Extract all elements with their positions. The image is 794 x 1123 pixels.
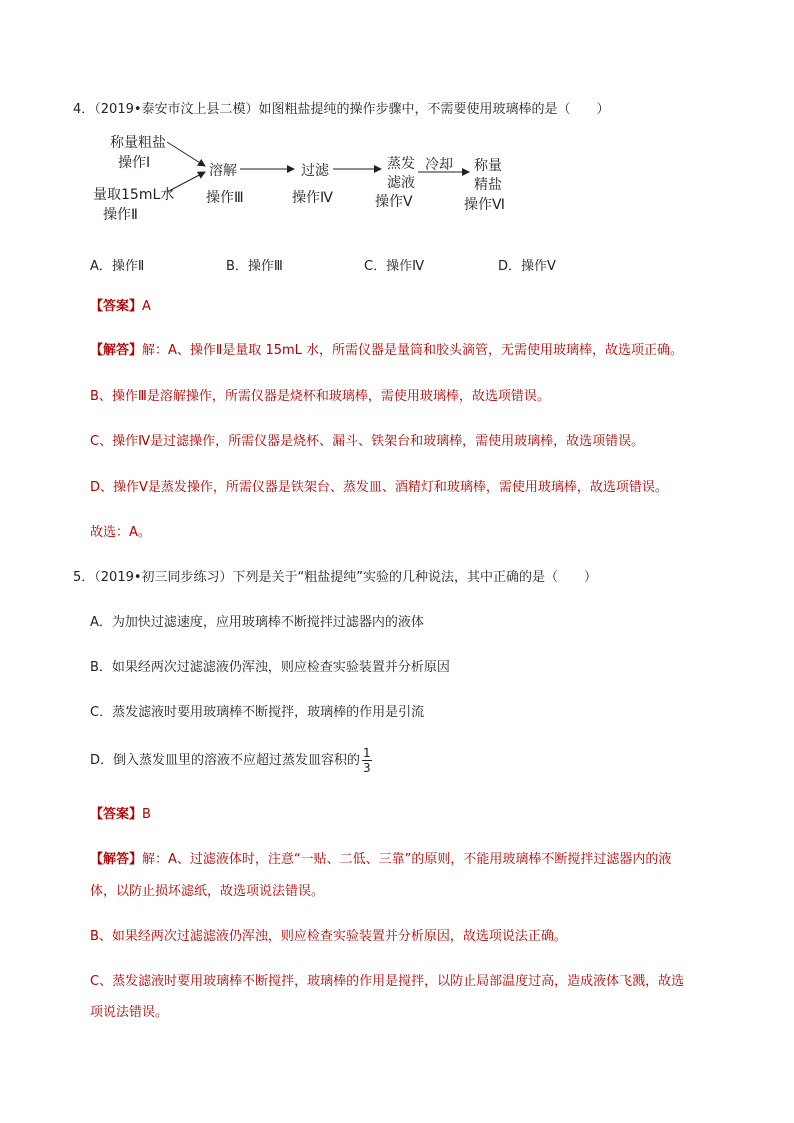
q5-analysis-label: 【解答】 <box>90 852 143 867</box>
fraction-numerator: 1 <box>363 746 371 760</box>
q5-answer <box>90 806 151 824</box>
q4-analysis-b: B、操作Ⅲ是溶解操作，所需仪器是烧杯和玻璃棒，需使用玻璃棒，故选项错误。 <box>90 389 550 404</box>
q4-conclusion: 故选：A。 <box>90 525 151 540</box>
step1-op: 操作Ⅰ <box>118 155 151 171</box>
q5-answer-label: 【答案】 <box>90 807 143 822</box>
step5-title1: 蒸发 <box>387 156 415 172</box>
diagram-arrows <box>0 0 794 260</box>
q5-analysis-a1-text: 解：A、过滤液体时，注意“一贴、二低、三靠”的原则，不能用玻璃棒不断搅拌过滤器内的液 <box>142 852 672 867</box>
step3-op: 操作Ⅲ <box>206 190 244 206</box>
q5-option-a: A．为加快过滤速度，应用玻璃棒不断搅拌过滤器内的液体 <box>90 615 424 630</box>
q5-analysis-c-line1: C、蒸发滤液时要用玻璃棒不断搅拌，玻璃棒的作用是搅拌，以防止局部温度过高，造成液体飞溅，故选 <box>90 974 685 989</box>
fraction-denominator: 3 <box>363 761 371 775</box>
step3-title: 溶解 <box>209 163 237 179</box>
q4-analysis-a-text: 解：A、操作Ⅱ是量取 15mL 水，所需仪器是量筒和胶头滴管，无需使用玻璃棒，故选项正确。 <box>142 343 684 358</box>
arrow-step2-to-step3 <box>167 172 205 192</box>
q5-answer-value: B <box>142 807 151 822</box>
q5-option-d-text: D．倒入蒸发皿里的溶液不应超过蒸发皿容积的 <box>90 753 361 768</box>
q5-option-d <box>90 746 372 775</box>
step1-title: 称量粗盐 <box>110 135 166 151</box>
step5-title2: 滤液 <box>387 175 415 191</box>
q4-option-c: C．操作Ⅳ <box>364 259 425 274</box>
q4-analysis-d: D、操作Ⅴ是蒸发操作，所需仪器是铁架台、蒸发皿、酒精灯和玻璃棒，需使用玻璃棒，故选项错误。 <box>90 480 668 495</box>
q5-option-c: C．蒸发滤液时要用玻璃棒不断搅拌，玻璃棒的作用是引流 <box>90 705 425 720</box>
q4-analysis-label: 【解答】 <box>90 343 143 358</box>
step5-op: 操作Ⅴ <box>375 194 413 210</box>
q5-analysis-a-line2: 体，以防止损坏滤纸，故选项说法错误。 <box>90 884 325 899</box>
question-4-stem: 4．（2019•泰安市汶上县二模）如图粗盐提纯的操作步骤中，不需要使用玻璃棒的是（ ） <box>73 102 610 117</box>
arrow-step1-to-step3 <box>167 142 205 166</box>
q4-option-d: D．操作Ⅴ <box>498 259 556 274</box>
step6-title1: 称量 <box>474 158 502 174</box>
q4-answer-value: A <box>142 299 151 314</box>
q5-analysis-a-line1 <box>90 851 671 869</box>
step2-title: 量取15mL水 <box>93 187 175 203</box>
question-5-stem: 5．（2019•初三同步练习）下列是关于“粗盐提纯”实验的几种说法，其中正确的是（ ） <box>73 570 597 585</box>
q4-analysis-a <box>90 342 683 360</box>
step4-op: 操作Ⅳ <box>292 190 333 206</box>
cool-label: 冷却 <box>425 157 453 173</box>
fraction-one-third <box>362 746 372 775</box>
q4-answer <box>90 298 151 316</box>
q4-option-b: B．操作Ⅲ <box>226 259 283 274</box>
step2-op: 操作Ⅱ <box>103 207 138 223</box>
q5-option-b: B．如果经两次过滤滤液仍浑浊，则应检查实验装置并分析原因 <box>90 660 450 675</box>
q4-option-a: A．操作Ⅱ <box>90 259 145 274</box>
step6-op: 操作Ⅵ <box>464 197 505 213</box>
step6-title2: 精盐 <box>474 177 502 193</box>
q4-analysis-c: C、操作Ⅳ是过滤操作，所需仪器是烧杯、漏斗、铁架台和玻璃棒，需使用玻璃棒，故选项错误。 <box>90 434 645 449</box>
q4-answer-label: 【答案】 <box>90 299 143 314</box>
step4-title: 过滤 <box>301 163 329 179</box>
q5-analysis-c-line2: 项说法错误。 <box>90 1005 169 1020</box>
q5-analysis-b: B、如果经两次过滤滤液仍浑浊，则应检查实验装置并分析原因，故选项说法正确。 <box>90 929 567 944</box>
